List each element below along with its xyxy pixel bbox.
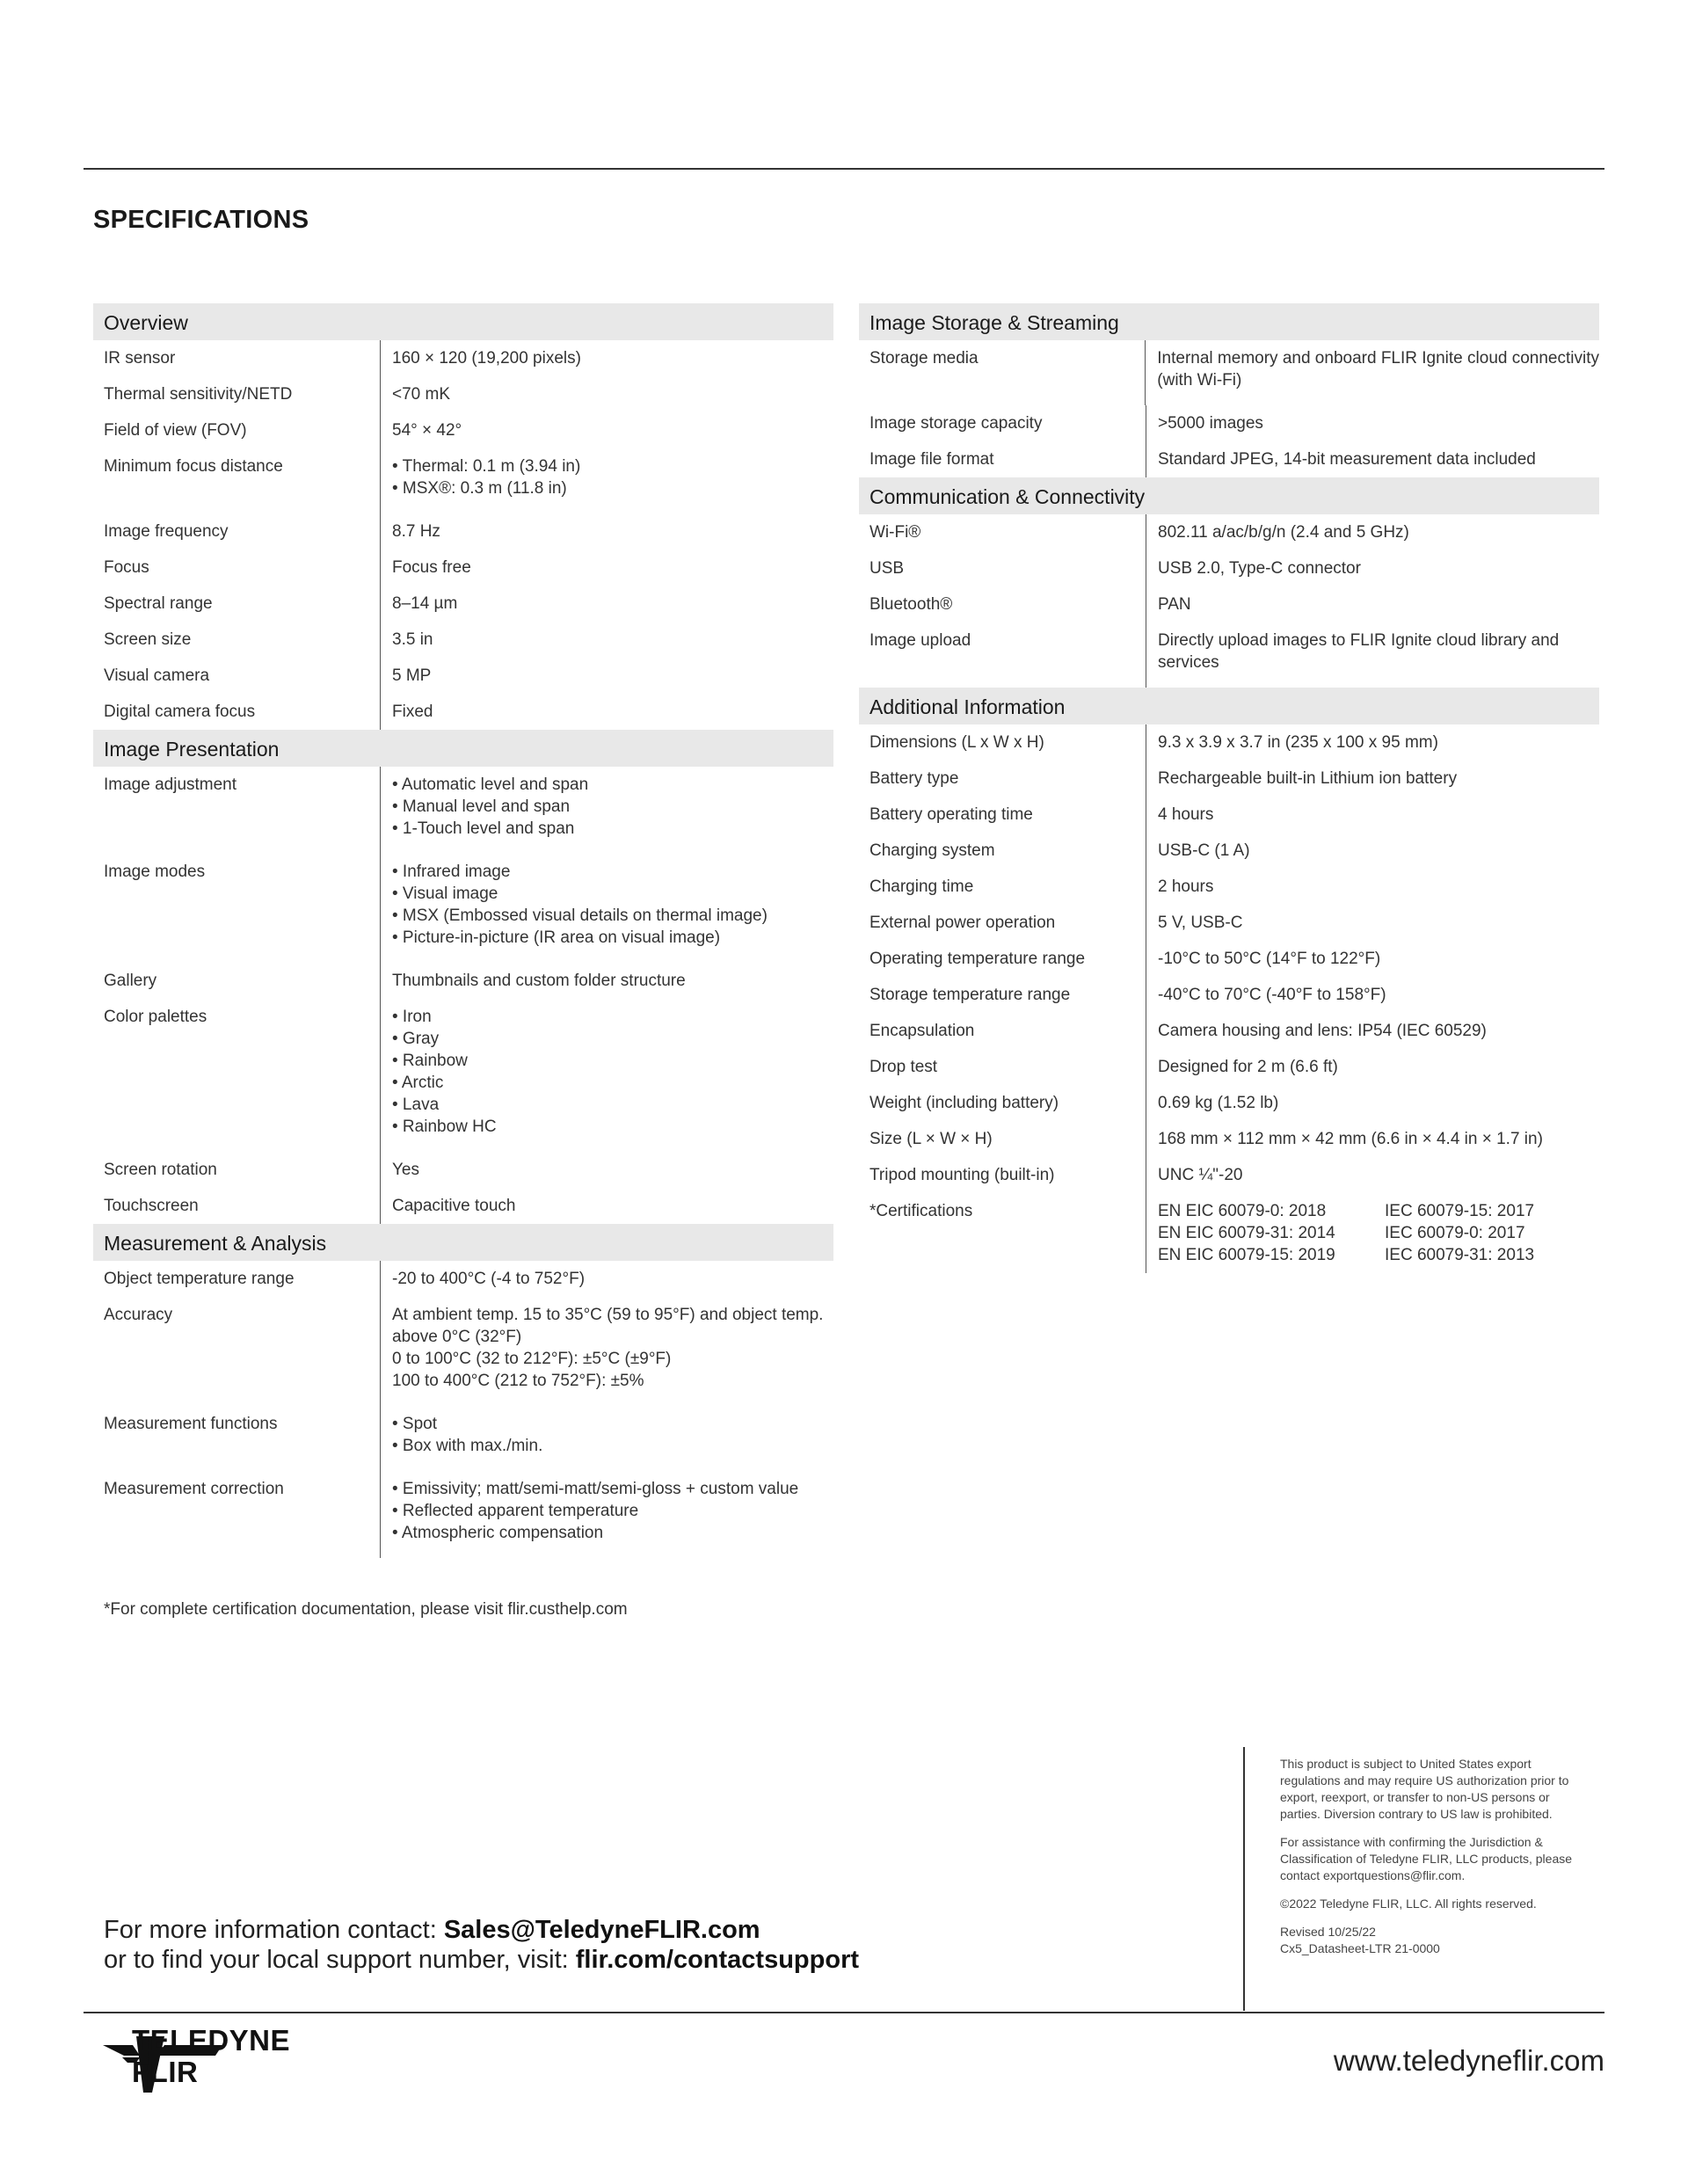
spec-value — [1146, 1013, 1599, 1049]
certification-item: IEC 60079-31: 2013 — [1385, 1246, 1535, 1264]
section-heading: Communication & Connectivity — [859, 477, 1599, 514]
spec-value — [1146, 441, 1599, 477]
section-heading: Measurement & Analysis — [93, 1224, 833, 1261]
spec-row — [93, 767, 833, 854]
support-prefix: or to find your local support number, visit: — [104, 1946, 576, 1974]
spec-row — [93, 1471, 833, 1558]
spec-value — [1146, 340, 1599, 405]
spec-value — [381, 767, 833, 854]
assistance-notice: For assistance with confirming the Jurisdiction & Classification of Teledyne FLIR, LLC products, please contact exportquestions@flir.com. — [1280, 1835, 1573, 1882]
spec-row — [93, 854, 833, 963]
spec-value-line: • Visual image — [392, 885, 498, 903]
spec-value-line: • Manual level and span — [392, 797, 571, 816]
spec-value — [1146, 1121, 1599, 1157]
legal-notice — [1280, 1756, 1583, 1957]
spec-label: Measurement functions — [93, 1406, 381, 1471]
spec-value-line: • Rainbow HC — [392, 1117, 497, 1136]
spec-label: Screen rotation — [93, 1152, 381, 1188]
spec-label: Encapsulation — [859, 1013, 1146, 1049]
spec-row — [93, 412, 833, 448]
spec-value-line: Directly upload images to FLIR Ignite cloud library and — [1158, 631, 1560, 650]
spec-value-line: -20 to 400°C (-4 to 752°F) — [392, 1270, 586, 1288]
spec-label: Size (L × W × H) — [859, 1121, 1146, 1157]
section-heading: Overview — [93, 303, 833, 340]
certification-item: EN EIC 60079-31: 2014 — [1158, 1224, 1335, 1242]
spec-label: Storage media — [859, 340, 1146, 405]
page-title: SPECIFICATIONS — [93, 206, 309, 234]
spec-value — [381, 694, 833, 730]
spec-value — [381, 448, 833, 513]
spec-label: Battery type — [859, 761, 1146, 797]
spec-value-line: 5 MP — [392, 666, 432, 685]
spec-value-line: Internal memory and onboard FLIR Ignite cloud connectivity — [1157, 349, 1599, 368]
spec-label: Wi-Fi® — [859, 514, 1146, 550]
spec-value-line: (with Wi-Fi) — [1157, 371, 1242, 389]
logo-line-teledyne: TELEDYNE — [132, 2024, 291, 2057]
spec-value-line: 0.69 kg (1.52 lb) — [1158, 1094, 1279, 1112]
logo-wordmark — [132, 2025, 290, 2088]
spec-value — [1146, 405, 1599, 441]
spec-row — [93, 694, 833, 730]
spec-value-line: 802.11 a/ac/b/g/n (2.4 and 5 GHz) — [1158, 523, 1409, 542]
sales-email-link[interactable]: Sales@TeledyneFLIR.com — [443, 1916, 760, 1944]
certification-footnote: *For complete certification documentation, please visit flir.custhelp.com — [104, 1600, 628, 1619]
spec-label: Gallery — [93, 963, 381, 999]
bottom-divider — [84, 2012, 1604, 2013]
spec-label: Bluetooth® — [859, 586, 1146, 622]
spec-row — [859, 622, 1599, 688]
spec-value-line: • Spot — [392, 1415, 438, 1433]
spec-value-line: Designed for 2 m (6.6 ft) — [1158, 1058, 1338, 1076]
support-link[interactable]: flir.com/contactsupport — [575, 1946, 860, 1974]
spec-value-line: • Gray — [392, 1030, 440, 1048]
spec-value-line: Thumbnails and custom folder structure — [392, 972, 686, 990]
spec-row — [93, 550, 833, 586]
spec-value — [381, 622, 833, 658]
spec-value-line: 8.7 Hz — [392, 522, 440, 541]
spec-row — [93, 1261, 833, 1297]
spec-value — [1146, 724, 1599, 761]
spec-row — [859, 514, 1599, 550]
spec-value — [381, 658, 833, 694]
section-heading: Image Storage & Streaming — [859, 303, 1599, 340]
logo-line-flir: FLIR — [132, 2056, 199, 2088]
spec-value — [381, 586, 833, 622]
spec-value-line: 2 hours — [1158, 877, 1214, 896]
spec-value-line: 0 to 100°C (32 to 212°F): ±5°C (±9°F) — [392, 1350, 672, 1368]
spec-label: Drop test — [859, 1049, 1146, 1085]
spec-value — [1146, 1085, 1599, 1121]
spec-value-line: 8–14 µm — [392, 594, 458, 613]
spec-value-line: • Emissivity; matt/semi-matt/semi-gloss + custom value — [392, 1480, 799, 1498]
spec-label: Image frequency — [93, 513, 381, 550]
revision-date: Revised 10/25/22 — [1280, 1925, 1376, 1939]
spec-label: Image upload — [859, 622, 1146, 688]
spec-row — [93, 448, 833, 513]
spec-value — [381, 412, 833, 448]
spec-value-line: 100 to 400°C (212 to 752°F): ±5% — [392, 1372, 644, 1390]
spec-row — [859, 797, 1599, 833]
spec-value-line: At ambient temp. 15 to 35°C (59 to 95°F) and object temp. — [392, 1306, 824, 1324]
spec-row — [859, 833, 1599, 869]
spec-row — [859, 1157, 1599, 1193]
certification-item: EN EIC 60079-15: 2019 — [1158, 1246, 1335, 1264]
spec-value — [1146, 941, 1599, 977]
spec-label: Focus — [93, 550, 381, 586]
legal-divider — [1243, 1747, 1245, 2011]
spec-label: Image file format — [859, 441, 1146, 477]
certifications-row — [859, 1193, 1599, 1273]
spec-value-line: Rechargeable built-in Lithium ion battery — [1158, 769, 1458, 788]
spec-row — [859, 340, 1599, 405]
spec-label: Object temperature range — [93, 1261, 381, 1297]
spec-label: Thermal sensitivity/NETD — [93, 376, 381, 412]
spec-value-line: • MSX (Embossed visual details on thermal image) — [392, 906, 768, 925]
spec-value — [1146, 833, 1599, 869]
spec-label: Color palettes — [93, 999, 381, 1152]
spec-value-line: services — [1158, 653, 1219, 672]
spec-value — [381, 376, 833, 412]
spec-label: Charging time — [859, 869, 1146, 905]
spec-value-line: USB 2.0, Type-C connector — [1158, 559, 1361, 578]
spec-label: Image modes — [93, 854, 381, 963]
spec-label: Image storage capacity — [859, 405, 1146, 441]
website-link[interactable]: www.teledyneflir.com — [1333, 2044, 1604, 2077]
spec-row — [93, 1297, 833, 1406]
spec-label: Measurement correction — [93, 1471, 381, 1558]
spec-value-line: • Iron — [392, 1008, 432, 1026]
spec-value — [381, 1297, 833, 1406]
spec-value — [1146, 1049, 1599, 1085]
spec-value — [381, 1406, 833, 1471]
spec-value-line: PAN — [1158, 595, 1191, 614]
spec-value-line: • Infrared image — [392, 863, 511, 881]
spec-value-line: Camera housing and lens: IP54 (IEC 60529) — [1158, 1022, 1487, 1040]
spec-value — [381, 1261, 833, 1297]
spec-value-line: 168 mm × 112 mm × 42 mm (6.6 in × 4.4 in × 1.7 in) — [1158, 1130, 1543, 1148]
spec-value — [381, 1188, 833, 1224]
spec-value — [1146, 761, 1599, 797]
right-spec-column — [859, 303, 1599, 1273]
spec-value-line: 9.3 x 3.9 x 3.7 in (235 x 100 x 95 mm) — [1158, 733, 1438, 752]
spec-row — [859, 1049, 1599, 1085]
spec-value-line: <70 mK — [392, 385, 451, 404]
spec-row — [859, 1121, 1599, 1157]
spec-row — [93, 340, 833, 376]
spec-row — [93, 999, 833, 1152]
spec-row — [859, 405, 1599, 441]
spec-value-line: above 0°C (32°F) — [392, 1328, 522, 1346]
spec-value-line: -10°C to 50°C (14°F to 122°F) — [1158, 950, 1381, 968]
spec-label: Digital camera focus — [93, 694, 381, 730]
spec-value-line: 5 V, USB-C — [1158, 914, 1243, 932]
spec-value-line: -40°C to 70°C (-40°F to 158°F) — [1158, 986, 1386, 1004]
certifications-value — [1146, 1193, 1599, 1273]
certification-item: IEC 60079-0: 2017 — [1385, 1224, 1525, 1242]
spec-label: Operating temperature range — [859, 941, 1146, 977]
spec-label: Accuracy — [93, 1297, 381, 1406]
copyright: ©2022 Teledyne FLIR, LLC. All rights reserved. — [1280, 1896, 1537, 1911]
spec-value-line: 4 hours — [1158, 805, 1214, 824]
spec-row — [93, 963, 833, 999]
spec-row — [859, 1013, 1599, 1049]
spec-value — [1146, 550, 1599, 586]
spec-row — [859, 586, 1599, 622]
spec-row — [859, 941, 1599, 977]
spec-value-line: • Rainbow — [392, 1052, 468, 1070]
spec-value-line: • Atmospheric compensation — [392, 1524, 604, 1542]
certification-item: EN EIC 60079-0: 2018 — [1158, 1202, 1327, 1220]
spec-value — [381, 1471, 833, 1558]
section-heading: Additional Information — [859, 688, 1599, 724]
spec-value — [1146, 869, 1599, 905]
spec-value-line: • Arctic — [392, 1074, 444, 1092]
spec-row — [859, 1085, 1599, 1121]
spec-label: External power operation — [859, 905, 1146, 941]
contact-prefix: For more information contact: — [104, 1916, 444, 1944]
spec-value — [1146, 797, 1599, 833]
spec-row — [93, 376, 833, 412]
spec-row — [93, 513, 833, 550]
spec-value-line: Fixed — [392, 703, 433, 721]
top-divider — [84, 168, 1604, 170]
spec-row — [859, 761, 1599, 797]
section-heading: Image Presentation — [93, 730, 833, 767]
spec-label: Charging system — [859, 833, 1146, 869]
spec-value — [381, 854, 833, 963]
spec-row — [93, 622, 833, 658]
spec-row — [93, 586, 833, 622]
spec-value — [381, 550, 833, 586]
document-id: Cx5_Datasheet-LTR 21-0000 — [1280, 1941, 1440, 1955]
spec-value-line: >5000 images — [1158, 414, 1263, 433]
spec-label: Minimum focus distance — [93, 448, 381, 513]
spec-label: Tripod mounting (built-in) — [859, 1157, 1146, 1193]
spec-label: IR sensor — [93, 340, 381, 376]
left-spec-column — [93, 303, 833, 1558]
spec-row — [859, 869, 1599, 905]
spec-value-line: Standard JPEG, 14-bit measurement data included — [1158, 450, 1536, 469]
spec-label: USB — [859, 550, 1146, 586]
spec-label: *Certifications — [859, 1193, 1146, 1273]
spec-value-line: • Lava — [392, 1096, 440, 1114]
spec-value — [1146, 977, 1599, 1013]
spec-value-line: • MSX®: 0.3 m (11.8 in) — [392, 479, 567, 498]
spec-label: Weight (including battery) — [859, 1085, 1146, 1121]
spec-row — [859, 724, 1599, 761]
spec-label: Dimensions (L x W x H) — [859, 724, 1146, 761]
spec-value-line: • Box with max./min. — [392, 1437, 543, 1455]
spec-value-line: • Thermal: 0.1 m (3.94 in) — [392, 457, 581, 476]
spec-value — [381, 999, 833, 1152]
spec-label: Field of view (FOV) — [93, 412, 381, 448]
spec-value — [381, 340, 833, 376]
spec-value-line: 54° × 42° — [392, 421, 462, 440]
spec-label: Image adjustment — [93, 767, 381, 854]
spec-value-line: 160 × 120 (19,200 pixels) — [392, 349, 581, 368]
spec-value-line: • Picture-in-picture (IR area on visual image) — [392, 928, 721, 947]
spec-value-line: Focus free — [392, 558, 471, 577]
spec-value — [1146, 622, 1599, 688]
spec-value-line: 3.5 in — [392, 630, 433, 649]
spec-value — [381, 513, 833, 550]
certification-item: IEC 60079-15: 2017 — [1385, 1202, 1535, 1220]
spec-row — [93, 658, 833, 694]
spec-row — [93, 1188, 833, 1224]
spec-label: Storage temperature range — [859, 977, 1146, 1013]
spec-value — [1146, 514, 1599, 550]
spec-value-line: • Reflected apparent temperature — [392, 1502, 639, 1520]
spec-label: Visual camera — [93, 658, 381, 694]
spec-value — [1146, 586, 1599, 622]
spec-value-line: • 1-Touch level and span — [392, 819, 575, 838]
spec-label: Touchscreen — [93, 1188, 381, 1224]
spec-row — [859, 550, 1599, 586]
spec-row — [93, 1406, 833, 1471]
spec-row — [859, 441, 1599, 477]
spec-value — [381, 963, 833, 999]
spec-row — [859, 905, 1599, 941]
spec-value-line: • Automatic level and span — [392, 775, 589, 794]
spec-value — [381, 1152, 833, 1188]
export-notice: This product is subject to United States export regulations and may require US authorization prior to export, reexport, or transfer to non-US persons or parties. Diversion contrary to US law is prohibited. — [1280, 1757, 1569, 1821]
spec-value-line: UNC ¼"-20 — [1158, 1166, 1243, 1184]
spec-value — [1146, 905, 1599, 941]
spec-value-line: Capacitive touch — [392, 1197, 516, 1215]
spec-value-line: Yes — [392, 1161, 419, 1179]
spec-row — [859, 977, 1599, 1013]
spec-row — [93, 1152, 833, 1188]
spec-label: Battery operating time — [859, 797, 1146, 833]
spec-label: Spectral range — [93, 586, 381, 622]
contact-block — [104, 1915, 859, 1975]
spec-value-line: USB-C (1 A) — [1158, 841, 1250, 860]
spec-value — [1146, 1157, 1599, 1193]
spec-label: Screen size — [93, 622, 381, 658]
